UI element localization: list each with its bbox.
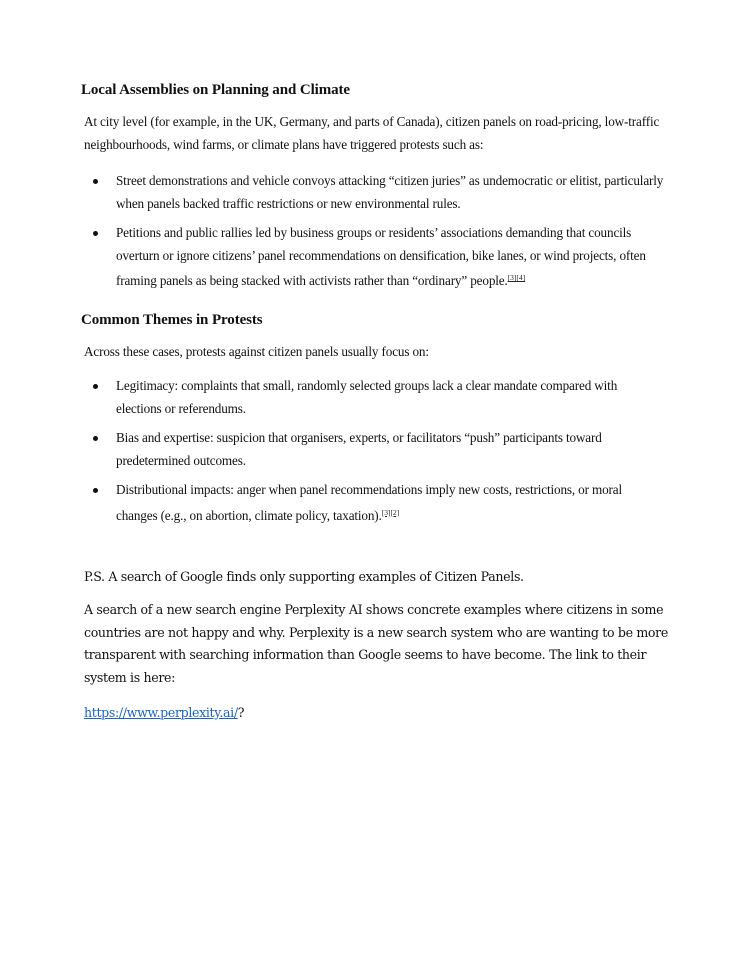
bullet-icon xyxy=(93,179,98,184)
list-item xyxy=(84,222,664,293)
section-intro-common-themes: Across these cases, protests against citizen panels usually focus on: xyxy=(84,344,429,359)
citation-link[interactable]: [3] xyxy=(507,273,517,282)
citation-link[interactable]: [3] xyxy=(381,507,391,517)
list-item-text: Street demonstrations and vehicle convoys attacking “citizen juries” as undemocratic or elitist, particularly when panels backed traffic restrictions or new environmental rules. xyxy=(116,173,664,211)
bullet-icon xyxy=(93,488,98,493)
bullet-icon xyxy=(93,231,98,236)
list-item-text: Bias and expertise: suspicion that organisers, experts, or facilitators “push” participants toward predetermined outcomes. xyxy=(116,430,602,468)
list-item xyxy=(84,375,664,420)
list-item-text: Legitimacy: complaints that small, randomly selected groups lack a clear mandate compared with elections or referendums. xyxy=(116,378,618,416)
citation-link[interactable]: [2] xyxy=(390,507,400,517)
list-item xyxy=(84,170,664,215)
bullet-list-themes xyxy=(84,375,664,527)
list-item-text: Petitions and public rallies led by business groups or residents’ associations demanding that councils overturn or ignore citizens’ panel recommendations on densification, bike lanes, or wind projects, often framing panels as being stacked with activists rather than “ordinary” people. xyxy=(116,225,646,288)
link-suffix: ? xyxy=(237,705,245,720)
citation-link[interactable]: [4] xyxy=(516,273,526,282)
postscript-link-line xyxy=(84,702,669,725)
bullet-icon xyxy=(93,436,98,441)
list-item-text: Distributional impacts: anger when panel recommendations imply new costs, restrictions, or moral changes (e.g., on abortion, climate policy, taxation). xyxy=(116,482,623,523)
section-intro-local-assemblies: At city level (for example, in the UK, Germany, and parts of Canada), citizen panels on road-pricing, low-traffic neighbourhoods, wind farms, or climate plans have triggered protests such as: xyxy=(84,114,660,152)
postscript-line: P.S. A search of Google finds only supporting examples of Citizen Panels. xyxy=(84,569,524,584)
list-item xyxy=(84,479,664,527)
bullet-list-local-protests xyxy=(84,170,664,293)
list-item xyxy=(84,427,664,472)
section-heading-common-themes: Common Themes in Protests xyxy=(81,312,263,328)
bullet-icon xyxy=(93,384,98,389)
section-heading-local-assemblies: Local Assemblies on Planning and Climate xyxy=(81,82,350,98)
perplexity-link[interactable]: https://www.perplexity.ai/ xyxy=(84,705,238,720)
postscript-paragraph: A search of a new search engine Perplexity AI shows concrete examples where citizens in some countries are not happy and why. Perplexity is a new search system who are wanting to be more transparent with searching information than Google seems to have become. The link to their system is here: xyxy=(84,602,668,685)
